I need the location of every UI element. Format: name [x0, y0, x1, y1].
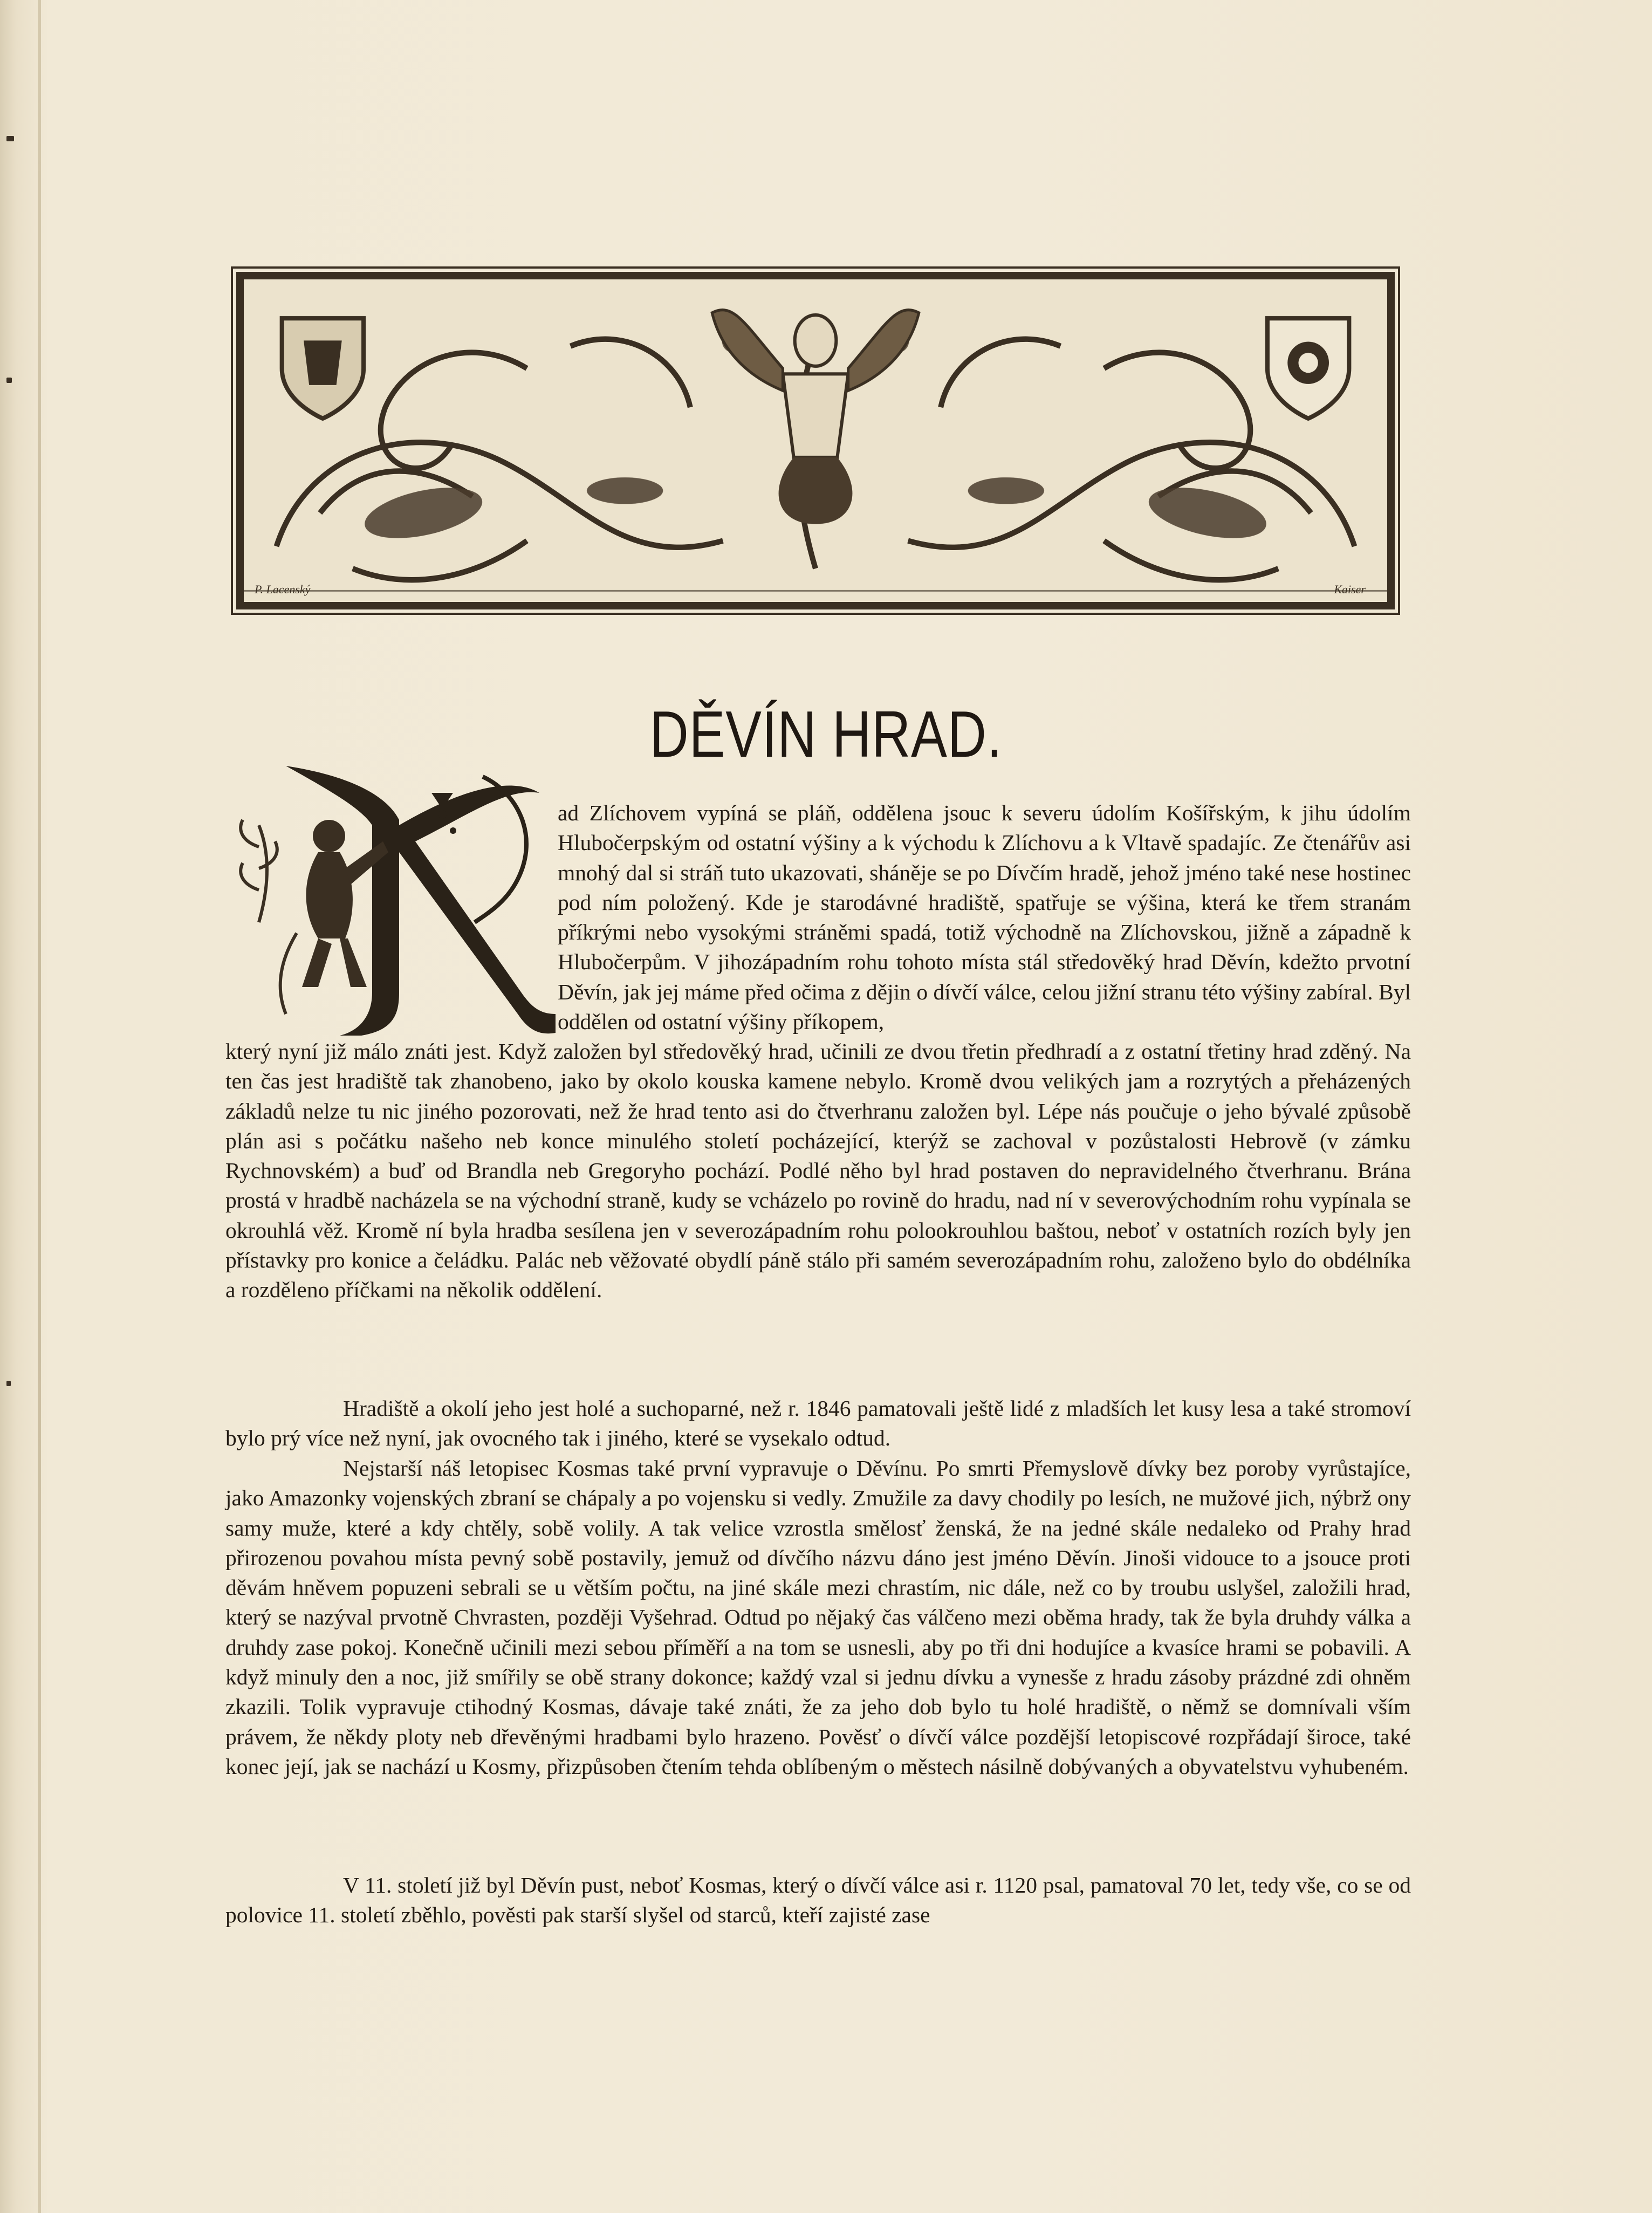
gutter-mark — [6, 136, 14, 141]
gutter-mark — [6, 1381, 11, 1386]
lion-initial-illustration — [237, 760, 561, 1041]
gutter-line — [38, 0, 41, 2213]
paragraph-4: V 11. století již byl Děvín pust, neboť Kosmas, který o dívčí válce asi r. 1120 psal, pamatoval 70 let, tedy vše, co se od polovice 11. století zběhlo, pověsti pak starší slyšel od starců, kteří zajisté zase — [225, 1873, 1411, 1928]
ornamental-banner — [236, 272, 1395, 609]
paragraph-1-head-text: ad Zlíchovem vypíná se pláň, oddělena jsouc k severu údolím Košířským, k jihu údolím Hlubočerpským od ostatní výšiny a k východu k Zlíchovu a k Vltavě spadajíc. Ze čtenářův asi mnohý dal si stráň tuto ukazovati, sháněje se po Dívčím hradě, jehož jméno také nese hostinec pod ním položený. Kde je starodávné hradiště, spatřuje se výšina, která ke třem stranám příkrými nebo vysokými stráněmi spadá, totiž východně na Zlíchovskou, jižně a západně k Hlubočerpům. V jihozápadním rohu tohoto místa stál středověký hrad Děvín, kdežto prvotní Děvín, jak jej máme před očima z dějin o dívčí válce, celou jižní stranu této výšiny zabíral. Byl oddělen od ostatní výšiny příkopem, — [558, 800, 1411, 1034]
engraver-signature: Kaiser — [1334, 583, 1366, 596]
paragraph-1-continuation-text: který nyní již málo znáti jest. Když založen byl středověký hrad, učinili ze dvou třetin předhradí a z ostatní třetiny hrad zděný. Na ten čas jest hradiště tak zhanobeno, jako by okolo kouska kamene nebylo. Kromě dvou velikých jam a rozrytých a přeházených základů nelze tu nic jiného pozorovati, než že hrad tento asi do čtverhranu založen byl. Lépe nás poučuje o jeho bývalé způsobě plán asi s počátku našeho neb konce minulého století pocházející, kterýž se zachoval v pozůstalosti Hebrově (v zámku Rychnovském) a buď od Brandla neb Gregoryho pochází. Podlé něho byl hrad postaven do nepravidelného čtverhranu. Brána prostá v hradbě nacházela se na východní straně, kudy se vcházelo po rovině do hradu, nad ní v severovýchodním rohu vypínala se okrouhlá věž. Kromě ní byla hradba sesílena jen v severozápadním rohu polookrouhlou baštou, neboť v ostatních rozích byly jen přístavky pro konice a čeládku. Palác neb věžovaté obydlí páně stálo při samém severozápadním rohu, založeno bylo do obdélníka a rozděleno příčkami na několik oddělení. — [225, 1039, 1411, 1303]
paragraph-3: Nejstarší náš letopisec Kosmas také první vypravuje o Děvínu. Po smrti Přemyslově dívky bez poroby vyrůstajíce, jako Amazonky vojenských zbraní se chápaly a po vojensku si vedly. Zmužile za davy chodily po lesích, ne mužové jich, nýbrž ony samy muže, které a kdy chtěly, sobě volily. A tak velice vzrostla smělosť ženská, že na jedné skále nedaleko od Prahy hrad přirozenou povahou místa pevný sobě postavily, jemuž od dívčího názvu dáno jest jméno Děvín. Jinoši vidouce to a jsouce proti děvám hněvem popuzeni sebrali se u větším počtu, na jiné skále mezi chrastím, nic dále, než co by troubu uslyšel, založili hrad, který se nazýval prvotně Chvrasten, později Vyšehrad. Odtud po nějaký čas válčeno mezi oběma hrady, tak že byla druhdy válka a druhdy zase pokoj. Konečně učinili mezi sebou příměří a na tom se usnesli, aby po tři dni hodujíce a kvasíce hrami se pobavili. A když minuly den a noc, již smířily se obě strany dokonce; každý vzal si jednu dívku a vynesše z hradu zásoby prázdné zdi ohněm zkazili. Tolik vypravuje ctihodný Kosmas, dávaje také znáti, že za jeho dob bylo tu holé hradiště, o němž se domnívali vším právem, že někdy ploty neb dřevěnými hradbami bylo hrazeno. Pověsť o dívčí válce pozdější letopiscové rozpřádají široce, také konec její, jak se nachází u Kosmy, přizpůsoben čtením tehda oblíbeným o městech násilně dobývaných a obyvatelstvu vyhubeném. — [225, 1456, 1411, 1779]
paragraph-2: Hradiště a okolí jeho jest holé a suchoparné, než r. 1846 pamatovali ještě lidé z mladších let kusy lesa a také stromoví bylo prý více než nyní, jak ovocného tak i jiného, které se vysekalo odtud. — [225, 1396, 1411, 1451]
page-title: DĚVÍN HRAD. — [649, 697, 1003, 771]
gutter-mark — [6, 378, 12, 383]
decorated-initial — [237, 760, 561, 1041]
illustrator-signature: P. Lacenský — [255, 583, 311, 596]
paragraph-1-continuation — [225, 1037, 1411, 1305]
paragraph-1-head — [558, 798, 1411, 1037]
ornament-illustration — [244, 279, 1387, 602]
